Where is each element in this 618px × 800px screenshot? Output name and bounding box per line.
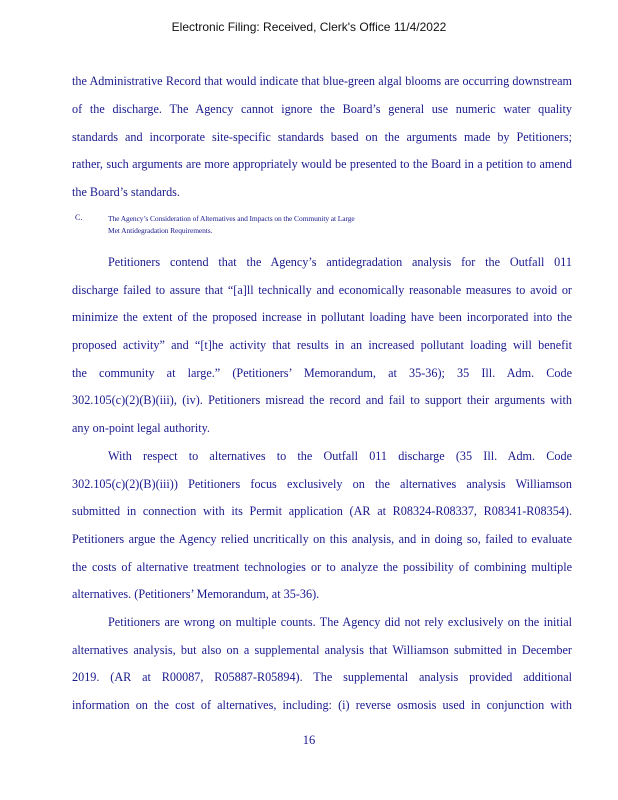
body-line: discharge failed to assure that “[a]ll technically and economically reasonable measures to avoid or bbox=[72, 283, 572, 297]
page-number: 16 bbox=[302, 733, 316, 747]
body-line: 302.105(c)(2)(B)(iii)) Petitioners focus exclusively on the alternatives analysis Williamson bbox=[72, 477, 572, 491]
section-label: C. bbox=[75, 213, 83, 222]
body-line: of the discharge. The Agency cannot ignore the Board’s general use numeric water quality bbox=[72, 102, 572, 116]
body-line: Petitioners are wrong on multiple counts. The Agency did not rely exclusively on the initial bbox=[108, 615, 572, 629]
body-line: alternatives. (Petitioners’ Memorandum, at 35-36). bbox=[72, 587, 320, 601]
body-line: Petitioners argue the Agency relied uncritically on this analysis, and in doing so, failed to evaluate bbox=[72, 532, 572, 546]
body-line: minimize the extent of the proposed increase in pollutant loading have been incorporated into the bbox=[72, 310, 572, 324]
body-line: the Board’s standards. bbox=[72, 185, 180, 199]
body-line: proposed activity” and “[t]he activity that results in an increased pollutant loading will benefit bbox=[72, 338, 572, 352]
body-line: 302.105(c)(2)(B)(iii), (iv). Petitioners misread the record and fail to support their arguments with bbox=[72, 393, 572, 407]
filing-header: Electronic Filing: Received, Clerk's Office 11/4/2022 bbox=[171, 20, 447, 34]
body-line: alternatives analysis, but also on a supplemental analysis that Williamson submitted in December bbox=[72, 643, 572, 657]
body-line: the Administrative Record that would indicate that blue-green algal blooms are occurring downstream bbox=[72, 74, 572, 88]
body-line: With respect to alternatives to the Outfall 011 discharge (35 Ill. Adm. Code bbox=[108, 449, 572, 463]
section-heading-continued: Met Antidegradation Requirements. bbox=[108, 226, 213, 235]
section-heading: The Agency’s Consideration of Alternatives and Impacts on the Community at Large bbox=[108, 214, 355, 223]
body-line: any on-point legal authority. bbox=[72, 421, 210, 435]
body-line: information on the cost of alternatives, including: (i) reverse osmosis used in conjunction with bbox=[72, 698, 572, 712]
body-line: submitted in connection with its Permit application (AR at R08324-R08337, R08341-R08354). bbox=[72, 504, 572, 518]
body-line: the community at large.” (Petitioners’ Memorandum, at 35-36); 35 Ill. Adm. Code bbox=[72, 366, 572, 380]
body-line: Petitioners contend that the Agency’s antidegradation analysis for the Outfall 011 bbox=[108, 255, 572, 269]
body-line: 2019. (AR at R00087, R05887-R05894). The supplemental analysis provided additional bbox=[72, 670, 572, 684]
body-line: the costs of alternative treatment technologies or to analyze the possibility of combining multiple bbox=[72, 560, 572, 574]
body-line: rather, such arguments are more appropriately would be presented to the Board in a petition to amend bbox=[72, 157, 572, 171]
body-line: standards and incorporate site-specific standards based on the arguments made by Petitioners; bbox=[72, 130, 572, 144]
